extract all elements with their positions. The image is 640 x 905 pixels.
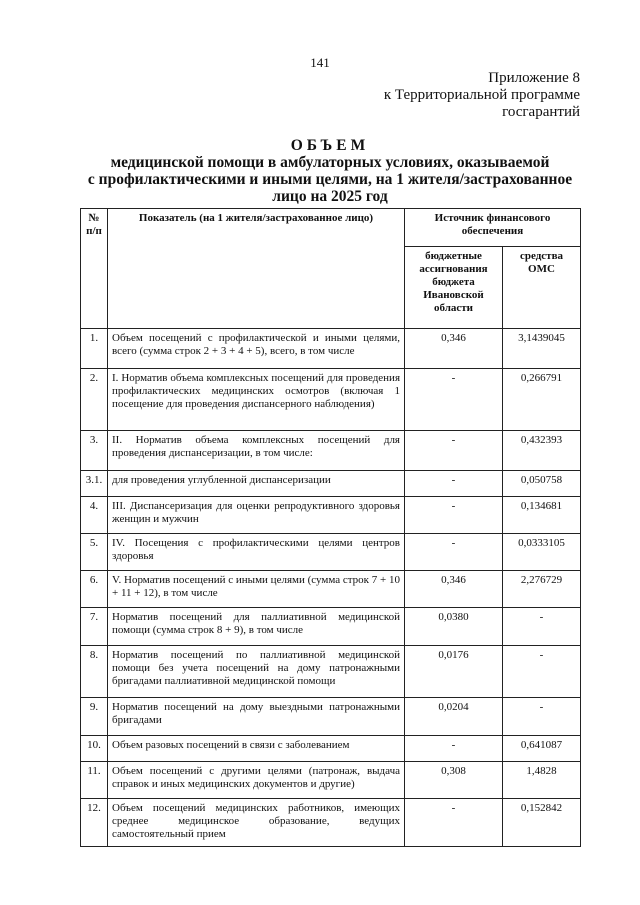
row-number: 1. xyxy=(81,329,108,369)
volume-table xyxy=(80,208,581,847)
row-oms-value: 0,134681 xyxy=(503,497,581,534)
row-budget-value: - xyxy=(405,369,503,431)
title-line-2: с профилактическими и иными целями, на 1 жителя/застрахованное xyxy=(87,171,573,188)
row-budget-value: 0,0380 xyxy=(405,608,503,646)
row-budget-value: - xyxy=(405,736,503,762)
row-number: 5. xyxy=(81,534,108,571)
row-number: 3.1. xyxy=(81,471,108,497)
row-oms-value: 2,276729 xyxy=(503,571,581,608)
row-indicator: Норматив посещений для паллиативной медицинской помощи (сумма строк 8 + 9), в том числе xyxy=(108,608,405,646)
row-indicator: Объем разовых посещений в связи с заболеванием xyxy=(108,736,405,762)
row-budget-value: - xyxy=(405,431,503,471)
title-line-1: медицинской помощи в амбулаторных условиях, оказываемой xyxy=(110,154,550,171)
row-indicator: I. Норматив объема комплексных посещений для проведения профилактических медицинских осмотров (включая 1 посещение для проведения диспансерного наблюдения) xyxy=(108,369,405,431)
row-oms-value: - xyxy=(503,698,581,736)
table-row xyxy=(81,329,581,369)
row-budget-value: 0,346 xyxy=(405,571,503,608)
table-row xyxy=(81,571,581,608)
row-number: 2. xyxy=(81,369,108,431)
table-row xyxy=(81,762,581,799)
row-number: 10. xyxy=(81,736,108,762)
table-row xyxy=(81,698,581,736)
row-indicator: Объем посещений медицинских работников, имеющих среднее медицинское образование, ведущих самостоятельный прием xyxy=(108,799,405,847)
row-budget-value: - xyxy=(405,497,503,534)
row-budget-value: - xyxy=(405,799,503,847)
table-row xyxy=(81,534,581,571)
row-budget-value: 0,0176 xyxy=(405,646,503,698)
row-budget-value: - xyxy=(405,471,503,497)
row-oms-value: 0,0333105 xyxy=(503,534,581,571)
row-number: 7. xyxy=(81,608,108,646)
row-oms-value: 0,641087 xyxy=(503,736,581,762)
row-oms-value: 3,1439045 xyxy=(503,329,581,369)
row-budget-value: 0,0204 xyxy=(405,698,503,736)
row-indicator: IV. Посещения с профилактическими целями центров здоровья xyxy=(108,534,405,571)
row-budget-value: 0,308 xyxy=(405,762,503,799)
table-row xyxy=(81,646,581,698)
appendix-note xyxy=(384,70,580,121)
row-number: 4. xyxy=(81,497,108,534)
row-number: 6. xyxy=(81,571,108,608)
title-heading: ОБЪЕМ xyxy=(290,137,370,154)
page-number: 141 xyxy=(310,55,330,70)
header-source: Источник финансового обеспечения xyxy=(405,209,581,247)
table-row xyxy=(81,608,581,646)
row-indicator: Объем посещений с другими целями (патронаж, выдача справок и иных медицинских документов и другие) xyxy=(108,762,405,799)
row-indicator: V. Норматив посещений с иными целями (сумма строк 7 + 10 + 11 + 12), в том числе xyxy=(108,571,405,608)
row-oms-value: - xyxy=(503,608,581,646)
row-indicator: для проведения углубленной диспансеризации xyxy=(108,471,405,497)
row-number: 11. xyxy=(81,762,108,799)
row-indicator: II. Норматив объема комплексных посещений для проведения диспансеризации, в том числе: xyxy=(108,431,405,471)
appendix-line-3: госгарантий xyxy=(502,104,580,120)
header-oms: средства ОМС xyxy=(503,247,581,329)
row-oms-value: 0,432393 xyxy=(503,431,581,471)
row-number: 9. xyxy=(81,698,108,736)
row-indicator: Объем посещений с профилактической и иными целями, всего (сумма строк 2 + 3 + 4 + 5), всего, в том числе xyxy=(108,329,405,369)
row-oms-value: 0,152842 xyxy=(503,799,581,847)
header-budget: бюджетные ассигнования бюджета Ивановской области xyxy=(405,247,503,329)
row-oms-value: 1,4828 xyxy=(503,762,581,799)
header-indicator: Показатель (на 1 жителя/застрахованное лицо) xyxy=(108,209,405,329)
appendix-line-1: Приложение 8 xyxy=(488,70,580,86)
table-body xyxy=(81,329,581,847)
row-indicator: Норматив посещений по паллиативной медицинской помощи без учета посещений на дому патронажными бригадами паллиативной медицинской помощи xyxy=(108,646,405,698)
table-row xyxy=(81,431,581,471)
row-number: 12. xyxy=(81,799,108,847)
row-number: 3. xyxy=(81,431,108,471)
title-line-3: лицо на 2025 год xyxy=(272,188,388,205)
appendix-line-2: к Территориальной программе xyxy=(383,87,580,103)
table-row xyxy=(81,497,581,534)
header-num: № п/п xyxy=(81,209,108,329)
table-row xyxy=(81,799,581,847)
row-number: 8. xyxy=(81,646,108,698)
row-indicator: Норматив посещений на дому выездными патронажными бригадами xyxy=(108,698,405,736)
document-title xyxy=(80,137,580,205)
row-budget-value: 0,346 xyxy=(405,329,503,369)
row-oms-value: 0,050758 xyxy=(503,471,581,497)
table-row xyxy=(81,471,581,497)
row-oms-value: - xyxy=(503,646,581,698)
table-row xyxy=(81,369,581,431)
row-budget-value: - xyxy=(405,534,503,571)
row-indicator: III. Диспансеризация для оценки репродуктивного здоровья женщин и мужчин xyxy=(108,497,405,534)
row-oms-value: 0,266791 xyxy=(503,369,581,431)
table-row xyxy=(81,736,581,762)
